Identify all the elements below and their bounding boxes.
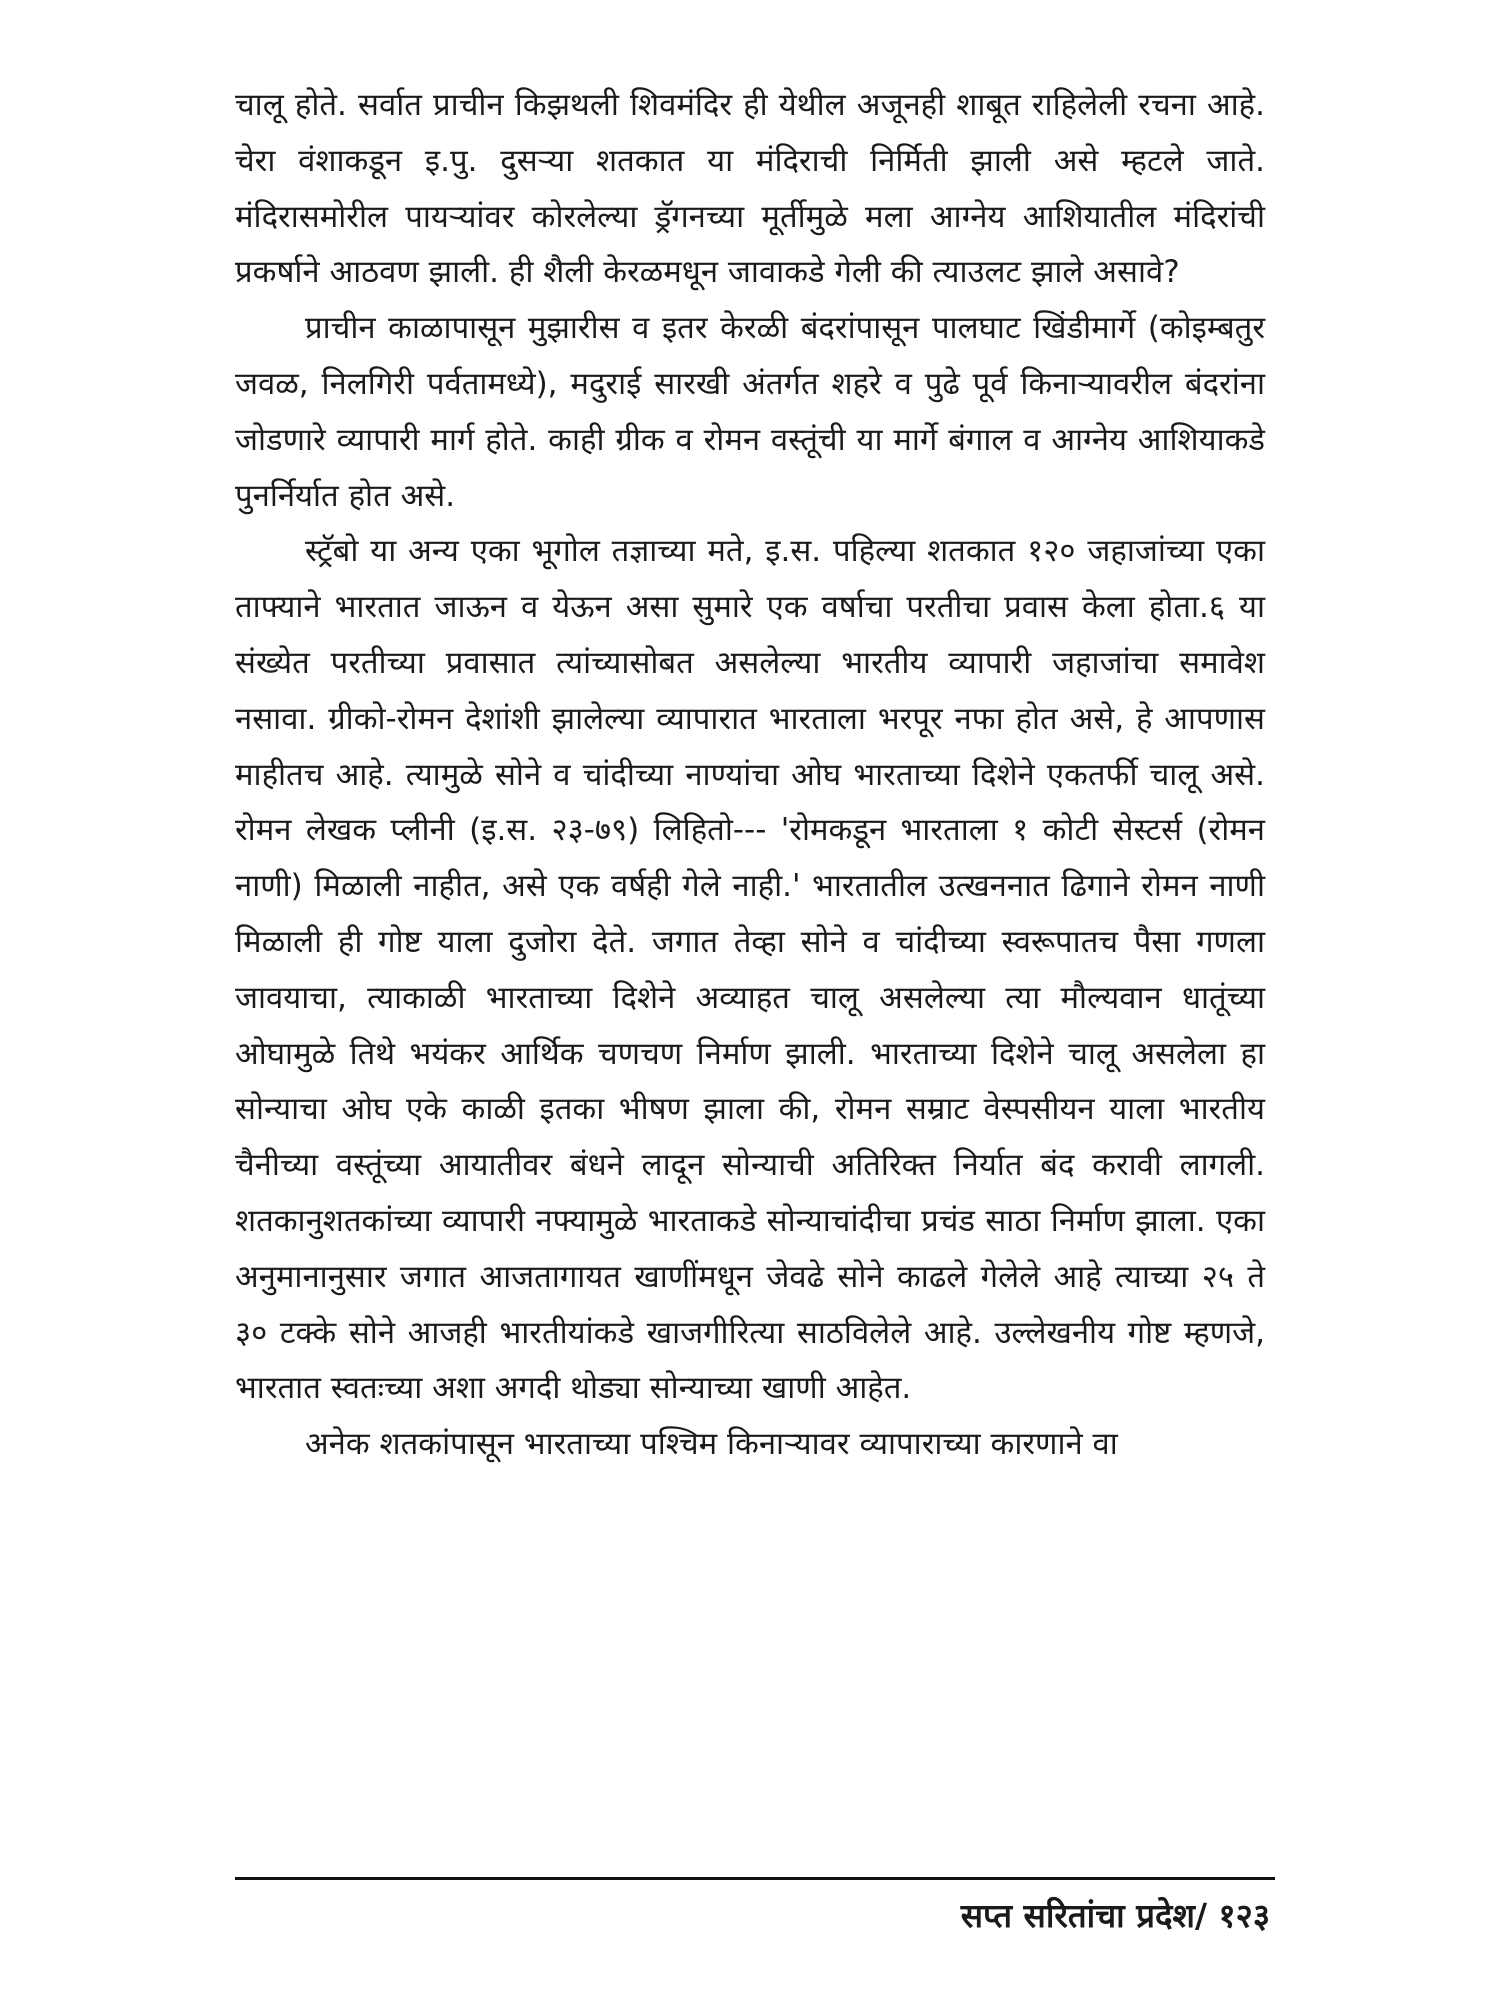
page-number: १२३: [1218, 1896, 1270, 1935]
paragraph-3: स्ट्रॅबो या अन्य एका भूगोल तज्ञाच्या मते, इ.स. पहिल्या शतकात १२० जहाजांच्या एका ताफ्याने भारतात जाऊन व येऊन असा सुमारे एक वर्षाचा परतीचा प्रवास केला होता.६ या संख्येत परतीच्या प्रवासात त्यांच्यासोबत असलेल्या भारतीय व्यापारी जहाजांचा समावेश नसावा. ग्रीको-रोमन देशांशी झालेल्या व्यापारात भारताला भरपूर नफा होत असे, हे आपणास माहीतच आहे. त्यामुळे सोने व चांदीच्या नाण्यांचा ओघ भारताच्या दिशेने एकतर्फी चालू असे. रोमन लेखक प्लीनी (इ.स. २३-७९) लिहितो--- 'रोमकडून भारताला १ कोटी सेस्टर्स (रोमन नाणी) मिळाली नाहीत, असे एक वर्षही गेले नाही.' भारतातील उत्खननात ढिगाने रोमन नाणी मिळाली ही गोष्ट याला दुजोरा देते. जगात तेव्हा सोने व चांदीच्या स्वरूपातच पैसा गणला जावयाचा, त्याकाळी भारताच्या दिशेने अव्याहत चालू असलेल्या त्या मौल्यवान धातूंच्या ओघामुळे तिथे भयंकर आर्थिक चणचण निर्माण झाली. भारताच्या दिशेने चालू असलेला हा सोन्याचा ओघ एके काळी इतका भीषण झाला की, रोमन सम्राट वेस्पसीयन याला भारतीय चैनीच्या वस्तूंच्या आयातीवर बंधने लादून सोन्याची अतिरिक्त निर्यात बंद करावी लागली. शतकानुशतकांच्या व्यापारी नफ्यामुळे भारताकडे सोन्याचांदीचा प्रचंड साठा निर्माण झाला. एका अनुमानानुसार जगात आजतागायत खाणींमधून जेवढे सोने काढले गेलेले आहे त्याच्या २५ ते ३० टक्के सोने आजही भारतीयांकडे खाजगीरित्या साठविलेले आहे. उल्लेखनीय गोष्ट म्हणजे, भारतात स्वतःच्या अशा अगदी थोड्या सोन्याच्या खाणी आहेत.: [235, 533, 1265, 1407]
body-text: [235, 78, 1265, 1473]
book-title: सप्त सरितांचा प्रदेश/: [960, 1896, 1208, 1935]
page-footer: [961, 1892, 1270, 1937]
paragraph-4: अनेक शतकांपासून भारताच्या पश्चिम किनाऱ्यावर व्यापाराच्या कारणाने वा: [305, 1426, 1118, 1463]
paragraph-1: चालू होते. सर्वात प्राचीन किझथली शिवमंदिर ही येथील अजूनही शाबूत राहिलेली रचना आहे. चेरा वंशाकडून इ.पु. दुसऱ्या शतकात या मंदिराची निर्मिती झाली असे म्हटले जाते. मंदिरासमोरील पायऱ्यांवर कोरलेल्या ड्रॅगनच्या मूर्तीमुळे मला आग्नेय आशियातील मंदिरांची प्रकर्षाने आठवण झाली. ही शैली केरळमधून जावाकडे गेली की त्याउलट झाले असावे?: [235, 87, 1265, 291]
footer-rule: [235, 1877, 1275, 1880]
paragraph-2: प्राचीन काळापासून मुझारीस व इतर केरळी बंदरांपासून पालघाट खिंडीमार्गे (कोइम्बतुर जवळ, निलगिरी पर्वतामध्ये), मदुराई सारखी अंतर्गत शहरे व पुढे पूर्व किनाऱ्यावरील बंदरांना जोडणारे व्यापारी मार्ग होते. काही ग्रीक व रोमन वस्तूंची या मार्गे बंगाल व आग्नेय आशियाकडे पुनर्निर्यात होत असे.: [235, 310, 1265, 514]
